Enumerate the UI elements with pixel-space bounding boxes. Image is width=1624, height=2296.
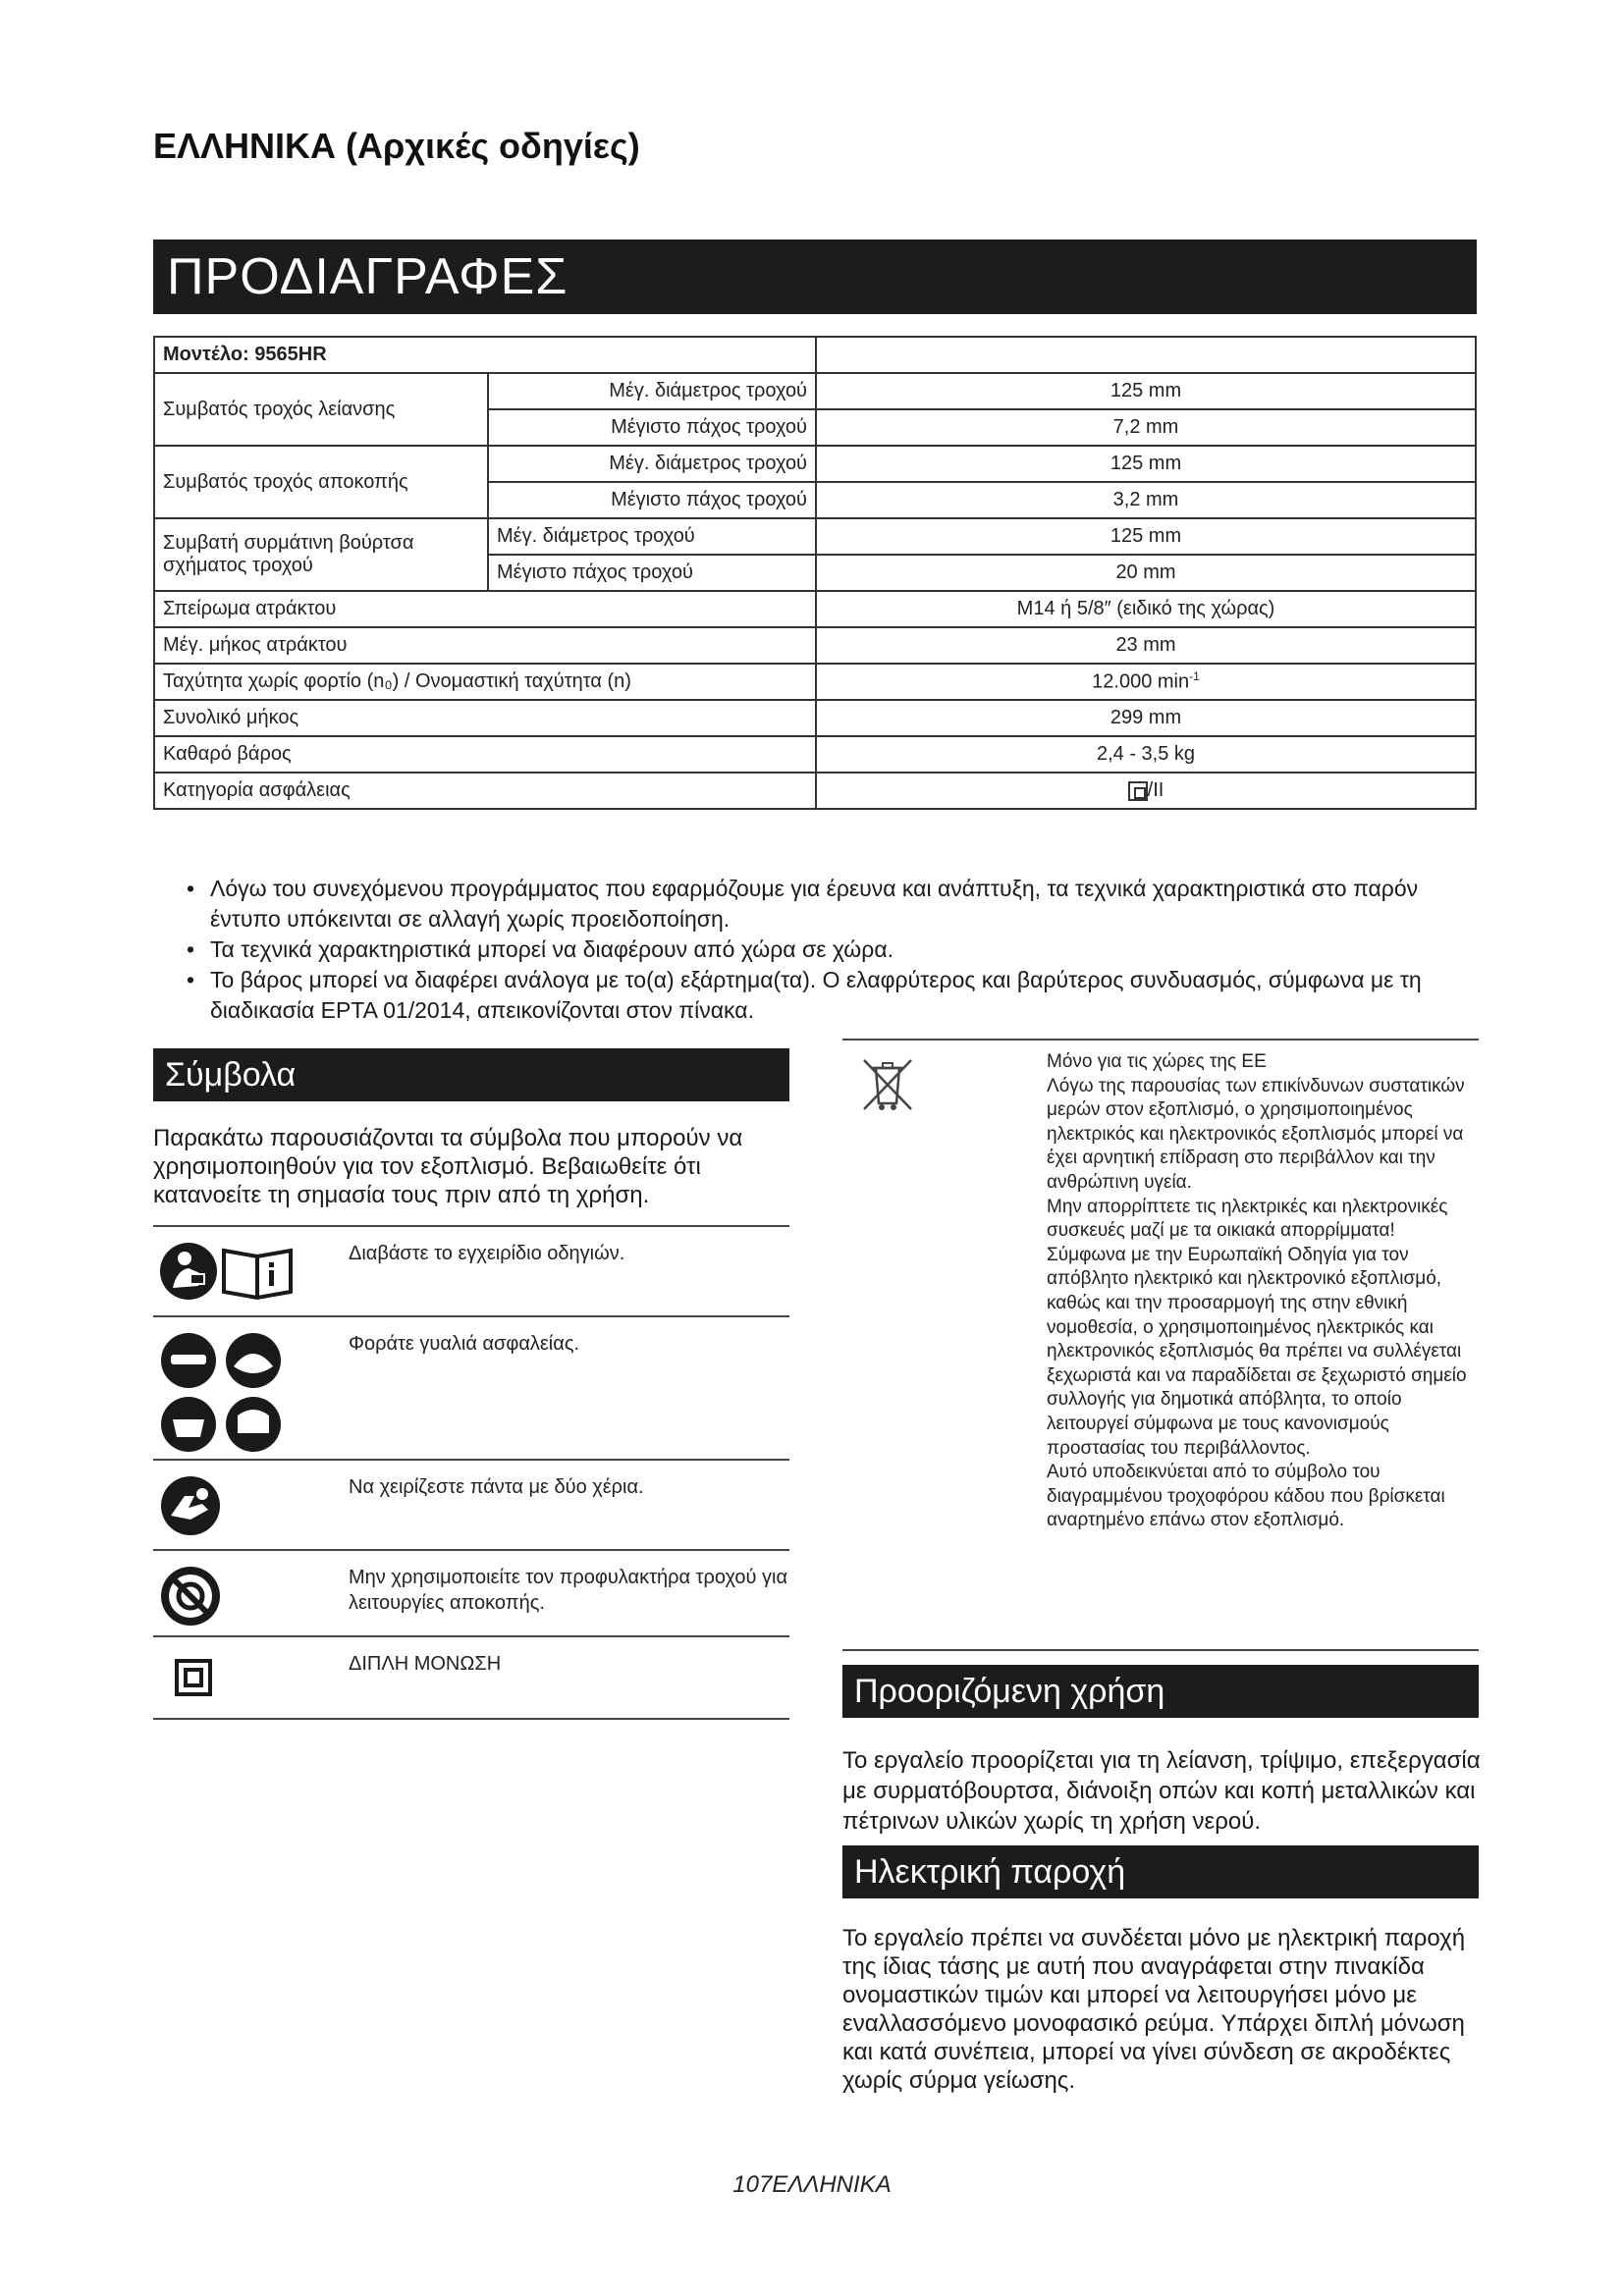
table-row [153,1550,789,1636]
speed-unit-sup: -1 [1189,669,1200,684]
weee-block [842,1039,1479,1651]
symbol-icon-cell [153,1226,348,1316]
grind-dia-label: Μέγ. διάμετρος τροχού [488,373,816,409]
weee-text: Μόνο για τις χώρες της ΕΕ Λόγω της παρουσίας των επικίνδυνων συστατικών μερών στον εξοπλισμό, ο χρησιμοποιημένος ηλεκτρικός και ηλεκτρονικός εξοπλισμός μπορεί να έχει αρνητική επίδραση στο περιβάλλον και την ανθρώπινη υγεία. Μην απορρίπτετε τις ηλεκτρικές και ηλεκτρονικές συσκευές μαζί με τα οικιακά απορρίμματα! Σύμφωνα με την Ευρωπαϊκή Οδηγία για τον απόβλητο ηλεκτρικό και ηλεκτρονικό εξοπλισμό, καθώς και την προσαρμογή της στην εθνική νομοθεσία, ο χρησιμοποιημένος ηλεκτρικός και ηλεκτρονικός εξοπλισμός θα πρέπει να συλλέγεται ξεχωριστά και να παραδίδεται σε ξεχωριστό σημείο συλλογής για δημοτικά απόβλητα, το οποίο λειτουργεί σύμφωνα με τους κανονισμούς προστασίας του περιβάλλοντος. Αυτό υποδεικνύεται από το σύμβολο του διαγραμμένου τροχοφόρου κάδου που βρίσκεται αναρτημένο επάνω στον εξοπλισμό. [1047,1051,1467,1531]
symbol-text: Να χειρίζεστε πάντα με δύο χέρια. [348,1460,789,1550]
table-row [154,700,1476,736]
symbol-text: ΔΙΠΛΗ ΜΟΝΩΣΗ [348,1636,789,1719]
safety-value [816,773,1476,809]
symbol-text: Διαβάστε το εγχειρίδιο οδηγιών. [348,1226,789,1316]
table-row [154,446,1476,482]
symbol-icon-cell [153,1460,348,1550]
note-item: • Το βάρος μπορεί να διαφέρει ανάλογα με το(α) εξάρτημα(τα). Ο ελαφρύτερος και βαρύτερος συνδυασμός, σύμφωνα με τη διαδικασία EPTA 01/2014, απεικονίζονται στον πίνακα. [167,965,1483,1026]
cut-dia-value [816,446,1476,482]
table-row [154,773,1476,809]
spindle-value: 23 mm [816,627,1476,664]
power-supply-text: Το εργαλείο πρέπει να συνδέεται μόνο με ηλεκτρική παροχή της ίδιας τάσης με αυτή που αναγράφεται στην πινακίδα ονομαστικών τιμών και μπορεί να λειτουργήσει μόνο με εναλλασσόμενο μονοφασικό ρεύμα. Υπάρχει διπλή μόνωση και κατά συνέπεια, μπορεί να γίνει σύνδεση σε ακροδέκτες χωρίς σύρμα γείωσης. [842,1925,1466,2094]
symbols-intro: Παρακάτω παρουσιάζονται τα σύμβολα που μπορούν να χρησιμοποιηθούν για τον εξοπλισμό. Βεβαιωθείτε ότι κατανοείτε τη σημασία τους πριν από τη χρήση. [153,1125,743,1208]
model-label: Μοντέλο: [163,344,249,365]
double-insulation-icon [1128,781,1148,801]
note-item: • Λόγω του συνεχόμενου προγράμματος που εφαρμόζουμε για έρευνα και ανάπτυξη, τα τεχνικά χαρακτηριστικά στο παρόν έντυπο υπόκεινται σε αλλαγή χωρίς προειδοποίηση. [167,874,1483,934]
symbol-icon-cell [153,1550,348,1636]
intended-use-heading: Προοριζόμενη χρήση [842,1665,1479,1718]
table-row [154,591,1476,627]
spindle-label: Μέγ. μήκος ατράκτου [154,627,816,664]
weight-value: 2,4 - 3,5 kg [816,736,1476,773]
grind-wheel-label: Συμβατός τροχός λείανσης [154,373,488,446]
spec-notes [167,874,1483,1026]
table-row [154,664,1476,700]
symbol-text: Φοράτε γυαλιά ασφαλείας. [348,1316,789,1460]
brush-thick-label: Μέγιστο πάχος τροχού [488,555,816,591]
page-footer: 107ΕΛΛΗΝΙΚΑ [732,2171,892,2198]
brush-dia-value [816,518,1476,555]
brush-dia-label: Μέγ. διάμετρος τροχού [488,518,816,555]
model-cell [154,337,816,373]
double-insulation-icon [159,1651,228,1710]
thread-label: Σπείρωμα ατράκτου [154,591,816,627]
table-row [154,373,1476,409]
safety-class-text: /II [1147,779,1164,801]
language-title: ΕΛΛΗΝΙΚΑ (Αρχικές οδηγίες) [153,126,640,166]
grind-thick-value [816,409,1476,446]
speed-value-text: 12.000 min [1092,670,1190,693]
table-row [154,518,1476,555]
safety-label: Κατηγορία ασφάλειας [154,773,816,809]
cut-wheel-label: Συμβατός τροχός αποκοπής [154,446,488,518]
table-row [154,337,1476,373]
specifications-heading: ΠΡΟΔΙΑΓΡΑΦΕΣ [153,240,1477,314]
table-row [153,1636,789,1719]
grind-thick-label: Μέγιστο πάχος τροχού [488,409,816,446]
model-label-value: 9565HR [254,344,327,365]
intended-use-text: Το εργαλείο προορίζεται για τη λείανση, τρίψιμο, επεξεργασία με συρματόβουρτσα, διάνοιξη οπών και κοπή μεταλλικών και πέτρινων υλικών χωρίς τη χρήση νερού. [842,1747,1481,1835]
cut-thick-text: 3,2 mm [1112,489,1179,510]
table-row [153,1316,789,1460]
cut-dia-text: 125 mm [1110,453,1182,474]
grind-dia-value [816,373,1476,409]
note-item: • Τα τεχνικά χαρακτηριστικά μπορεί να διαφέρουν από χώρα σε χώρα. [167,934,1483,965]
grind-dia-text: 125 mm [1110,380,1182,401]
table-row [154,736,1476,773]
symbol-text: Μην χρησιμοποιείτε τον προφυλακτήρα τροχού για λειτουργίες αποκοπής. [348,1550,789,1636]
cut-thick-label: Μέγιστο πάχος τροχού [488,482,816,518]
length-label: Συνολικό μήκος [154,700,816,736]
table-row [153,1226,789,1316]
speed-label: Ταχύτητα χωρίς φορτίο (n₀) / Ονομαστική ταχύτητα (n) [154,664,816,700]
cut-thick-value [816,482,1476,518]
model-value-cell [816,337,1476,373]
symbols-table [153,1225,789,1720]
symbol-icon-cell [153,1636,348,1719]
two-hands-icon [159,1474,228,1537]
symbol-icon-cell [153,1316,348,1460]
crossed-bin-icon [858,1054,917,1113]
no-guard-for-cutting-icon [159,1565,228,1628]
brush-dia-text: 125 mm [1110,525,1182,547]
table-row [153,1460,789,1550]
grind-thick-text: 7,2 mm [1112,416,1179,438]
specifications-table [153,336,1477,810]
length-value: 299 mm [816,700,1476,736]
thread-value: M14 ή 5/8″ (ειδικό της χώρας) [816,591,1476,627]
power-supply-heading: Ηλεκτρική παροχή [842,1845,1479,1898]
table-row [154,627,1476,664]
speed-value [816,664,1476,700]
brush-label: Συμβατή συρμάτινη βούρτσα σχήματος τροχού [154,518,488,591]
read-manual-icon [159,1241,297,1302]
cut-dia-label: Μέγ. διάμετρος τροχού [488,446,816,482]
symbols-heading: Σύμβολα [153,1048,789,1101]
brush-thick-value [816,555,1476,591]
brush-thick-text: 20 mm [1115,561,1176,583]
safety-glasses-icon [159,1331,287,1455]
weight-label: Καθαρό βάρος [154,736,816,773]
